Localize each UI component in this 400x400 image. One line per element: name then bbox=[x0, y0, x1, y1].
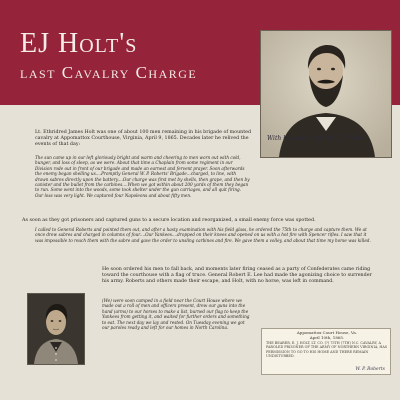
parole-body: THE BEARER, E. J. HOLT, LT. CO. (?) 75TH (7TH) N.C. CAVALRY, A PAROLED PRISONER OF THE ARMY OF NORTHERN VIRGINIA, HAS PERMISSION TO GO TO HIS HOME AND THERE REMAIN UNDISTURBED. bbox=[266, 341, 388, 359]
paragraph-prisoners: As soon as they got prisoners and captured guns to a secure location and reorganized, a small enemy force was spotted. bbox=[22, 218, 316, 223]
portrait-signature: With his good regards / EJ Holt bbox=[267, 135, 363, 142]
parole-heading bbox=[262, 331, 391, 340]
young-officer-portrait-icon bbox=[28, 294, 84, 364]
title-line-1: EJ Holt's bbox=[20, 28, 138, 59]
quote-paroles: (We) were soon camped in a field near the Court House where we made out a roll of men and officers present, drew our guns into the hand (arms) to our horses to make a list, burned our flag to keep the Yankees from getting it, and waited for further orders and something to eat. The next day we lay and rested. On Tuesday evening we got our paroles ready and left for our homes in North Carolina. bbox=[102, 298, 250, 331]
parole-heading-date: April 10th, 1865. bbox=[309, 334, 345, 340]
quote-battle-account: The sun came up in our left gloriously bright and warm and cheering to men worn out with cold, hunger, and loss of sleep, as we were. About that time a Chaplain from some regiment in our Division rode out in front of our brigade and made an earnest and fervent prayer. Soon afterwards the enemy began shelling us....Promptly General W. P. Roberts' Brigade...charged, to line, with drawn sabres directly upon the battery....Our charge was first met by shells, then grape, and then by canister and the bullet from the carbines....When we got within about 200 yards of them they began to run. Some went into the woods, some took shelter under the gun carriages, and all quit firing. Our loss was very light. We captured four Napoleons and about fifty men. bbox=[35, 155, 250, 198]
paragraph-surrender: He soon ordered his men to fall back, and moments later firing ceased as a party of Confederates came riding toward the courthouse with a flag of truce. General Robert E. Lee had made the agonizing choice to surrender his army. Roberts and others made their escape, and Holt, with no horse, was left in command. bbox=[102, 267, 372, 285]
title-line-2: last Cavalry Charge bbox=[20, 63, 198, 82]
holt-portrait-photo bbox=[260, 30, 392, 158]
officer-portrait-photo bbox=[27, 293, 85, 365]
intro-paragraph: Lt. Ethridred James Holt was one of about 100 men remaining in his brigade of mounted cavalry at Appomattox Courthouse, Virginia, April 9, 1865. Decades later he relived the events of that day: bbox=[35, 130, 252, 148]
parole-heading-place: Appomattox Court House, Va. bbox=[296, 330, 358, 335]
parole-signature: W. P. Roberts bbox=[355, 367, 385, 372]
quote-horse-killed: I called to General Roberts and pointed them out, and after a hasty examination with his field glass, he ordered the 75th to charge and capture them. We at once drew sabres and charged in columns of four....Our Yankees....dropped on their knees and opened on us with a hot fire with Spencer rifles. I saw that it was impossible to reach them with the sabre and gave the order to unsling carbines and fire. We gave them a volley, and about that time my horse was killed. bbox=[35, 227, 371, 243]
page-title bbox=[20, 30, 197, 81]
parole-document bbox=[261, 328, 391, 375]
